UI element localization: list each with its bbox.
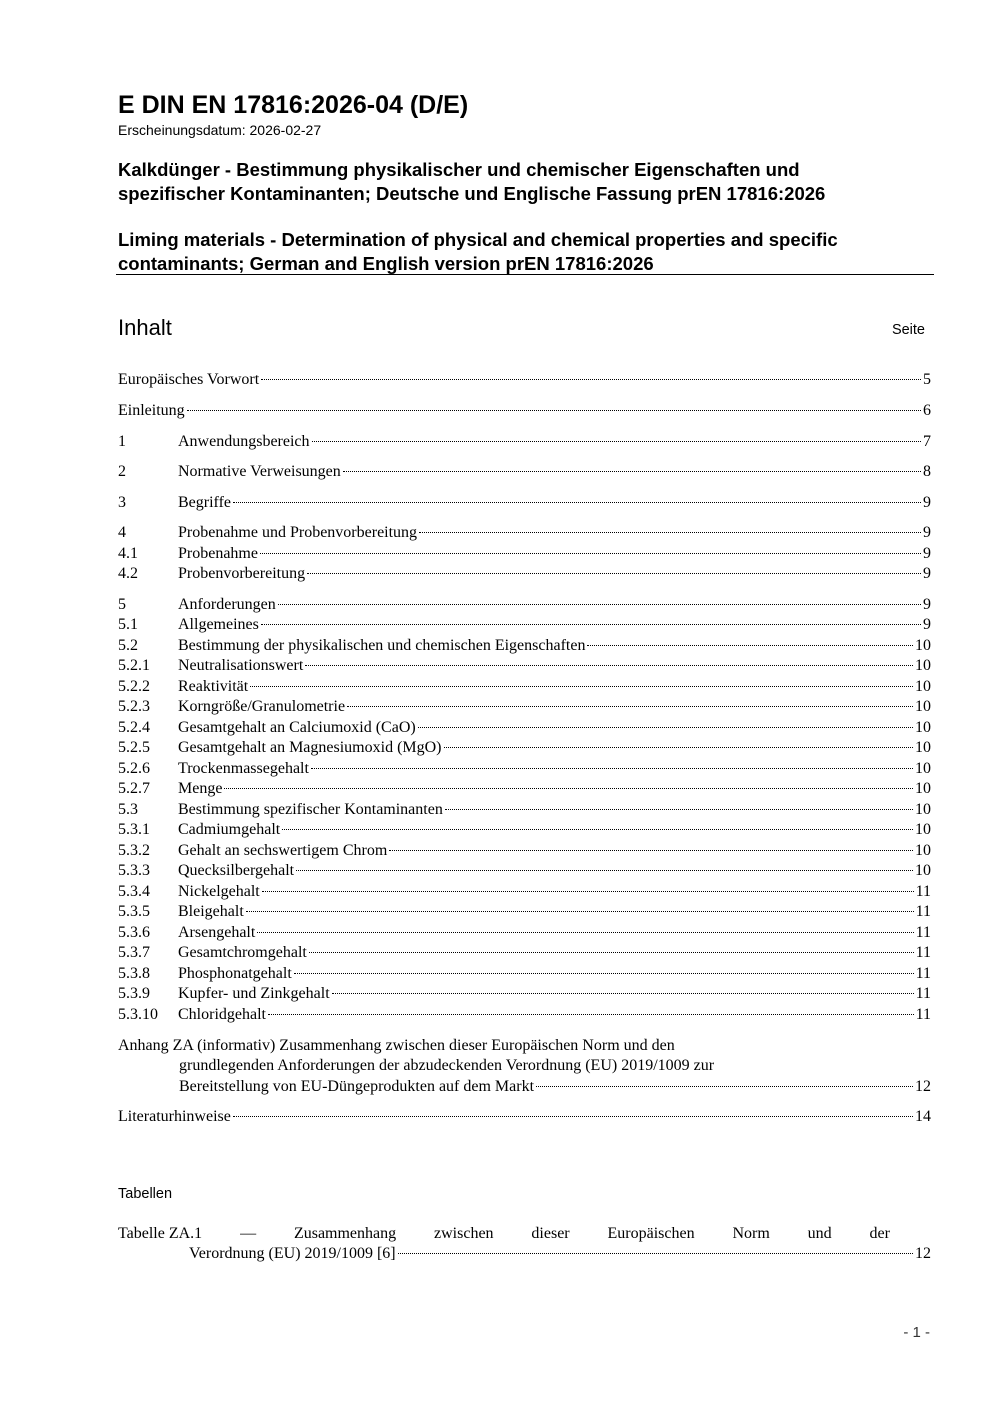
toc-entry-page: 11 [915,883,931,900]
toc-entry-label: Bleigehalt [178,903,244,920]
toc-entry-number: 5.2.3 [118,698,150,715]
toc-entry-number: 4.2 [118,565,138,582]
dot-leader [233,502,921,503]
toc-entry-label: Gesamtchromgehalt [178,944,307,961]
dot-leader [332,993,914,994]
toc-entry-page: 9 [923,524,931,541]
dot-leader [268,1014,914,1015]
toc-entry-number: 5.3 [118,801,138,818]
dot-leader [309,952,914,953]
toc-entry-number: 5.2.2 [118,678,150,695]
toc-entry[interactable] [118,432,931,452]
toc-entry[interactable] [118,370,931,390]
toc-entry[interactable] [118,882,931,902]
annex-title-last-line: Bereitstellung von EU-Düngeprodukten auf dem Markt [179,1078,535,1095]
annex-title-line: grundlegenden Anforderungen der abzudeckenden Verordnung (EU) 2019/1009 zur [179,1057,715,1074]
bibliography-page: 14 [915,1108,931,1125]
annex-title-line [179,1077,931,1097]
toc-entry-label: Kupfer- und Zinkgehalt [178,985,330,1002]
table-entry-word: Norm [732,1225,770,1242]
toc-entry-number: 1 [118,433,126,450]
toc-entry[interactable] [118,923,931,943]
toc-entry-label: Gesamtgehalt an Calciumoxid (CaO) [178,719,416,736]
toc-entry-number: 5.2.4 [118,719,150,736]
toc-entry-label: Probenahme und Probenvorbereitung [178,524,418,541]
toc-entry[interactable] [118,595,931,615]
toc-entry[interactable] [118,636,931,656]
toc-entry[interactable] [118,462,931,482]
toc-entry[interactable] [118,779,931,799]
toc-entry[interactable] [118,964,931,984]
page-column-label: Seite [891,322,925,338]
toc-entry[interactable] [118,401,931,421]
dot-leader [278,604,921,605]
toc-entry-label: Arsengehalt [178,924,256,941]
toc-entry[interactable] [118,544,931,564]
toc-entry-page: 9 [923,565,931,582]
toc-entry-label: Bestimmung spezifischer Kontaminanten [178,801,443,818]
dot-leader [305,665,913,666]
toc-entry-label: Einleitung [118,402,185,419]
dot-leader [262,891,914,892]
german-title [118,158,918,206]
toc-entry[interactable] [118,697,931,717]
toc-entry-page: 10 [915,657,931,674]
toc-entry[interactable] [118,677,931,697]
toc-entry-label: Anwendungsbereich [178,433,310,450]
toc-entry[interactable] [118,943,931,963]
table-entry-word: dieser [531,1225,570,1242]
toc-entry-number: 5.2.6 [118,760,150,777]
german-title-line: spezifischer Kontaminanten; Deutsche und Englische Fassung prEN 17816:2026 [118,183,826,204]
table-entry-word: der [869,1225,890,1242]
toc-entry-label: Anforderungen [178,596,276,613]
dot-leader [587,645,913,646]
page-number: - 1 - [903,1324,930,1341]
toc-entry-label: Menge [178,780,223,797]
toc-entry[interactable] [118,1005,931,1025]
toc-entry-label: Normative Verweisungen [178,463,341,480]
toc-entry-page: 5 [923,371,931,388]
toc-entry-number: 5.3.1 [118,821,150,838]
dot-leader [312,441,921,442]
toc-entry-number: 5.1 [118,616,138,633]
toc-entry-label: Chloridgehalt [178,1006,266,1023]
toc-entry-label: Cadmiumgehalt [178,821,281,838]
toc-heading: Inhalt [118,315,172,340]
toc-entry-page: 11 [915,903,931,920]
dot-leader [233,1116,913,1117]
table-entry-word: und [807,1225,832,1242]
toc-entry-number: 5.3.4 [118,883,150,900]
toc-entry-page: 9 [923,494,931,511]
toc-entry-label: Nickelgehalt [178,883,260,900]
toc-entry-label: Reaktivität [178,678,249,695]
toc-entry-label: Begriffe [178,494,232,511]
dot-leader [282,829,913,830]
toc-entry-page: 11 [915,985,931,1002]
english-title-line: Liming materials - Determination of physical and chemical properties and specific [118,229,838,250]
toc-entry-page: 9 [923,596,931,613]
toc-entry-number: 5 [118,596,126,613]
toc-entry-number: 5.2.1 [118,657,150,674]
annex-page: 12 [915,1078,931,1095]
toc-entry-page: 11 [915,965,931,982]
toc-entry-label: Quecksilbergehalt [178,862,295,879]
toc-entry-label: Korngröße/Granulometrie [178,698,346,715]
toc-entry-number: 5.2 [118,637,138,654]
toc-entry-label: Allgemeines [178,616,259,633]
toc-entry-number: 5.3.3 [118,862,150,879]
dot-leader [444,747,914,748]
toc-entry-number: 4 [118,524,126,541]
dot-leader [311,768,913,769]
toc-entry-label: Neutralisationswert [178,657,304,674]
toc-entry-number: 4.1 [118,545,138,562]
toc-entry-page: 11 [915,944,931,961]
toc-entry-number: 5.3.5 [118,903,150,920]
table-entry-page: 12 [915,1245,931,1262]
english-title-line: contaminants; German and English version prEN 17816:2026 [118,253,654,274]
toc-entry-number: 2 [118,463,126,480]
toc-entry-page: 9 [923,545,931,562]
toc-entry-page: 10 [915,862,931,879]
dot-leader [307,573,921,574]
toc-entry[interactable] [118,493,931,513]
dot-leader [398,1253,913,1254]
dot-leader [445,809,913,810]
english-title [118,228,918,276]
toc-entry[interactable] [118,984,931,1004]
table-entry-word: Tabelle ZA.1 [118,1225,203,1242]
tables-heading: Tabellen [118,1186,173,1202]
dot-leader [347,706,913,707]
dot-leader [260,553,921,554]
bibliography-entry[interactable] [118,1107,931,1127]
toc-entry-page: 8 [923,463,931,480]
toc-entry-page: 10 [915,678,931,695]
toc-entry-page: 11 [915,1006,931,1023]
toc-entry[interactable] [118,738,931,758]
table-entry-word: — [240,1225,257,1242]
toc-entry-number: 5.2.7 [118,780,150,797]
annex-title-line: Anhang ZA (informativ) Zusammenhang zwischen dieser Europäischen Norm und den [118,1037,675,1054]
toc-entry[interactable] [118,800,931,820]
toc-entry-page: 10 [915,821,931,838]
toc-entry-label: Europäisches Vorwort [118,371,260,388]
toc-entry-label: Gehalt an sechswertigem Chrom [178,842,388,859]
toc-entry[interactable] [118,564,931,584]
table-entry-word: zwischen [434,1225,494,1242]
dot-leader [419,532,921,533]
dot-leader [187,410,921,411]
dot-leader [294,973,914,974]
toc-entry-number: 5.3.2 [118,842,150,859]
toc-entry-page: 10 [915,842,931,859]
toc-entry-label: Trockenmassegehalt [178,760,309,777]
toc-entry-page: 10 [915,739,931,756]
dot-leader [250,686,913,687]
toc-entry-page: 10 [915,719,931,736]
toc-entry[interactable] [118,820,931,840]
toc-entry[interactable] [118,615,931,635]
bibliography-label: Literaturhinweise [118,1108,231,1125]
toc-entry[interactable] [118,718,931,738]
toc-entry-number: 5.2.5 [118,739,150,756]
toc-entry-number: 5.3.8 [118,965,150,982]
toc-entry-page: 7 [923,433,931,450]
table-entry-title-last-line: Verordnung (EU) 2019/1009 [6] [189,1245,396,1262]
table-entry-word: Zusammenhang [293,1225,397,1242]
toc-entry[interactable] [118,656,931,676]
header-rule [116,274,934,275]
toc-entry-page: 10 [915,760,931,777]
table-entry-word: Europäischen [607,1225,695,1242]
dot-leader [261,379,921,380]
dot-leader [224,788,913,789]
toc-entry[interactable] [118,841,931,861]
toc-entry-number: 3 [118,494,126,511]
toc-entry[interactable] [118,861,931,881]
toc-entry-label: Probenahme [178,545,258,562]
toc-entry-page: 9 [923,616,931,633]
toc-entry[interactable] [118,759,931,779]
toc-entry-page: 10 [915,780,931,797]
dot-leader [296,870,913,871]
toc-entry[interactable] [118,902,931,922]
toc-entry-page: 6 [923,402,931,419]
dot-leader [261,624,921,625]
dot-leader [246,911,914,912]
dot-leader [536,1086,913,1087]
toc-entry-number: 5.3.7 [118,944,150,961]
toc-entry-page: 11 [915,924,931,941]
dot-leader [343,471,921,472]
toc-entry-number: 5.3.9 [118,985,150,1002]
dot-leader [418,727,913,728]
toc-entry[interactable] [118,523,931,543]
toc-entry-number: 5.3.6 [118,924,150,941]
toc-entry-page: 10 [915,801,931,818]
toc-entry-label: Probenvorbereitung [178,565,306,582]
document-number: E DIN EN 17816:2026-04 (D/E) [118,91,469,119]
toc-entry-page: 10 [915,637,931,654]
dot-leader [389,850,913,851]
table-entry-title-line [189,1244,931,1264]
dot-leader [257,932,913,933]
publication-date: Erscheinungsdatum: 2026-02-27 [118,122,322,138]
toc-entry-page: 10 [915,698,931,715]
table-entry-title-line [118,1224,890,1244]
toc-entry-number: 5.3.10 [118,1006,158,1023]
toc-entry-label: Bestimmung der physikalischen und chemischen Eigenschaften [178,637,586,654]
toc-entry-label: Phosphonatgehalt [178,965,292,982]
german-title-line: Kalkdünger - Bestimmung physikalischer und chemischer Eigenschaften und [118,159,800,180]
toc-entry-label: Gesamtgehalt an Magnesiumoxid (MgO) [178,739,442,756]
